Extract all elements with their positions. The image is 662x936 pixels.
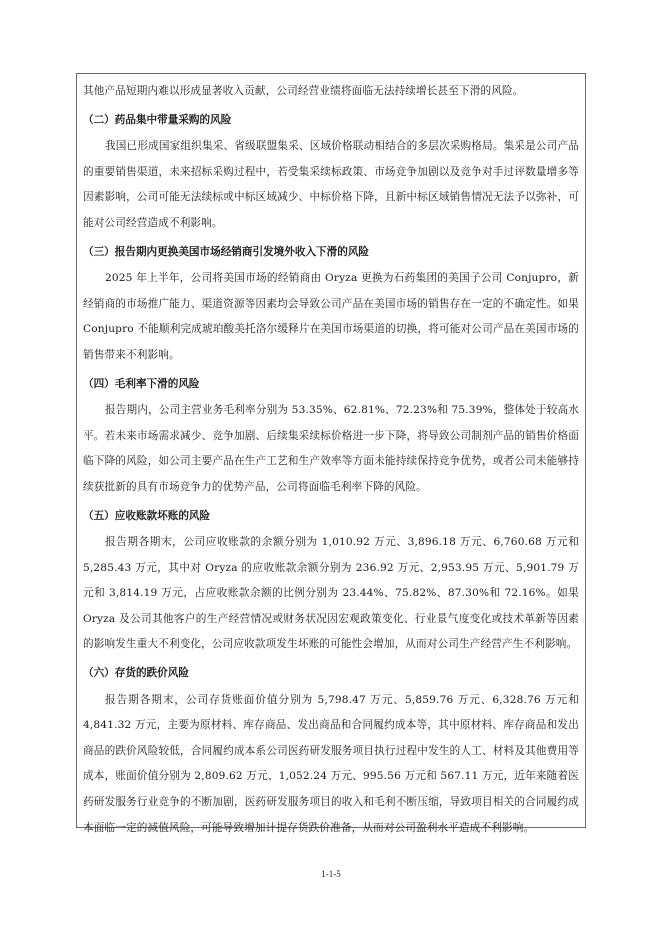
section-3-heading: （三）报告期内更换美国市场经销商引发境外收入下滑的风险 — [83, 245, 370, 258]
section-6-body: 报告期各期末，公司存货账面价值分别为 5,798.47 万元、5,859.76 万元、6,328.76 万元和 4,841.32 万元，主要为原材料、库存商品、发出商品和合同履约成本等，其中原材料、库存商品和发出商品的跌价风险较低，合同履约成本系公司医药研发服务项目执行过程中发生的人工、材料及其他费用等成本，账面价值分别为 2,809.62 万元、1,052.24 万元、995.56 万元和 567.11 万元，近年来随着医药研发服务行业竞争的不断加剧，医药研发服务项目的收入和毛利不断压缩，导致项目相关的合同履约成本面临一定的减值风险，可能导致增加计提存货跌价准备，从而对公司盈利水平造成不利影响。 — [83, 693, 579, 834]
section-2-heading: （二）药品集中带量采购的风险 — [83, 113, 232, 126]
section-5-body: 报告期各期末，公司应收账款的余额分别为 1,010.92 万元、3,896.18 万元、6,760.68 万元和 5,285.43 万元，其中对 Oryza 的应收账款余额分别为 236.92 万元、2,953.95 万元、5,901.79 万元和 3,814.19 万元，占应收账款余额的比例分别为 23.44%、75.82%、87.30%和 72.16%。如果 Oryza 及公司其他客户的生产经营情况或财务状况因宏观政策变化、行业景气度变化或技术革新等因素的影响发生重大不利变化，公司应收款项发生坏账的可能性会增加，从而对公司生产经营产生不利影响。 — [83, 536, 579, 651]
section-3-body: 2025 年上半年，公司将美国市场的经销商由 Oryza 更换为石药集团的美国子公司 Conjupro，新经销商的市场推广能力、渠道资源等因素均会导致公司产品在美国市场的销售存在一定的不确定性。如果 Conjupro 不能顺利完成琥珀酸美托洛尔缓释片在美国市场渠道的切换，将可能对公司产品在美国市场的销售带来不利影响。 — [83, 272, 579, 361]
section-6-heading: （六）存货的跌价风险 — [83, 667, 189, 680]
section-4-heading: （四）毛利率下滑的风险 — [83, 377, 200, 390]
section-5-heading: （五）应收账款坏账的风险 — [83, 509, 211, 522]
intro-tail-paragraph: 其他产品短期内难以形成显著收入贡献，公司经营业绩将面临无法持续增长甚至下滑的风险。 — [83, 85, 524, 97]
section-4-body: 报告期内，公司主营业务毛利率分别为 53.35%、62.81%、72.23%和 75.39%，整体处于较高水平。若未来市场需求减少、竞争加剧、后续集采续标价格进一步下降，将导致公司制剂产品的销售价格面临下降的风险，如公司主要产品在生产工艺和生产效率等方面未能持续保持竞争优势，或者公司未能够持续获批新的具有市场竞争力的优势产品，公司将面临毛利率下降的风险。 — [83, 404, 579, 493]
content-frame — [76, 73, 586, 834]
section-2-body: 我国已形成国家组织集采、省级联盟集采、区域价格联动相结合的多层次采购格局。集采是公司产品的重要销售渠道，未来招标采购过程中，若受集采续标政策、市场竞争加剧以及竞争对手过评数量增多等因素影响，公司可能无法续标或中标区域减少、中标价格下降，且新中标区域销售情况无法予以弥补，可能对公司经营造成不利影响。 — [83, 140, 579, 229]
page-number: 1-1-5 — [321, 869, 341, 879]
